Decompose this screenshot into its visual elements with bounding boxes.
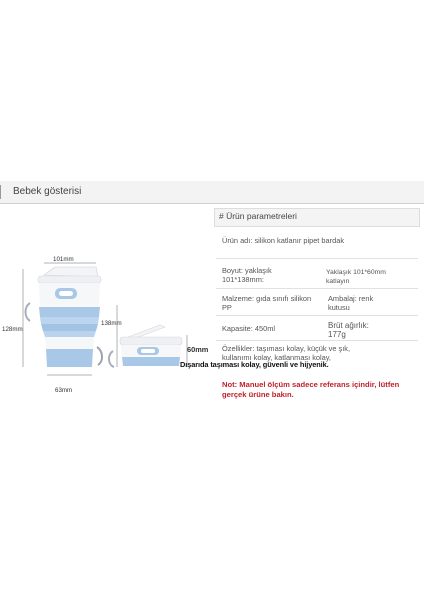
spec-size: Boyut: yaklaşık 101*138mm: [222, 266, 272, 284]
row-divider [216, 288, 418, 289]
cup-extended-illustration [26, 267, 103, 367]
header-divider [0, 203, 424, 204]
dim-top-label: 101mm [53, 256, 74, 263]
spec-header-title: # Ürün parametreleri [219, 211, 297, 221]
dim-height-folded-label: 60mm [187, 345, 209, 354]
header-tick [0, 185, 1, 199]
dim-height-tall-label: 138mm [101, 320, 122, 327]
cup-folded-illustration [109, 325, 182, 367]
row-divider [216, 340, 418, 341]
spec-size-folded: Yaklaşık 101*60mm katlayın [326, 269, 386, 285]
section-title: Bebek gösterisi [13, 186, 82, 197]
spec-material: Malzeme: gıda sınıfı silikon PP [222, 294, 312, 312]
dim-height-left-label: 128mm [2, 326, 23, 333]
product-diagram [0, 255, 215, 400]
row-divider [216, 315, 418, 316]
overlay-note: Dışarıda taşıması kolay, güvenli ve hijyenik. [180, 360, 329, 369]
dim-bottom-label: 63mm [55, 387, 73, 394]
row-divider [216, 258, 418, 259]
spec-features: Özellikler: taşıması kolay, küçük ve şık, kullanımı kolay, katlanması kolay, [222, 344, 351, 362]
spec-capacity: Kapasite: 450ml [222, 324, 275, 333]
spec-packaging: Ambalaj: renk kutusu [328, 294, 374, 312]
reference-note: Not: Manuel ölçüm sadece referans içindir, lütfen gerçek ürüne bakın. [222, 380, 400, 399]
spec-name: Ürün adı: silikon katlanır pipet bardak [222, 236, 345, 245]
spec-weight: Brüt ağırlık: 177g [328, 321, 369, 339]
